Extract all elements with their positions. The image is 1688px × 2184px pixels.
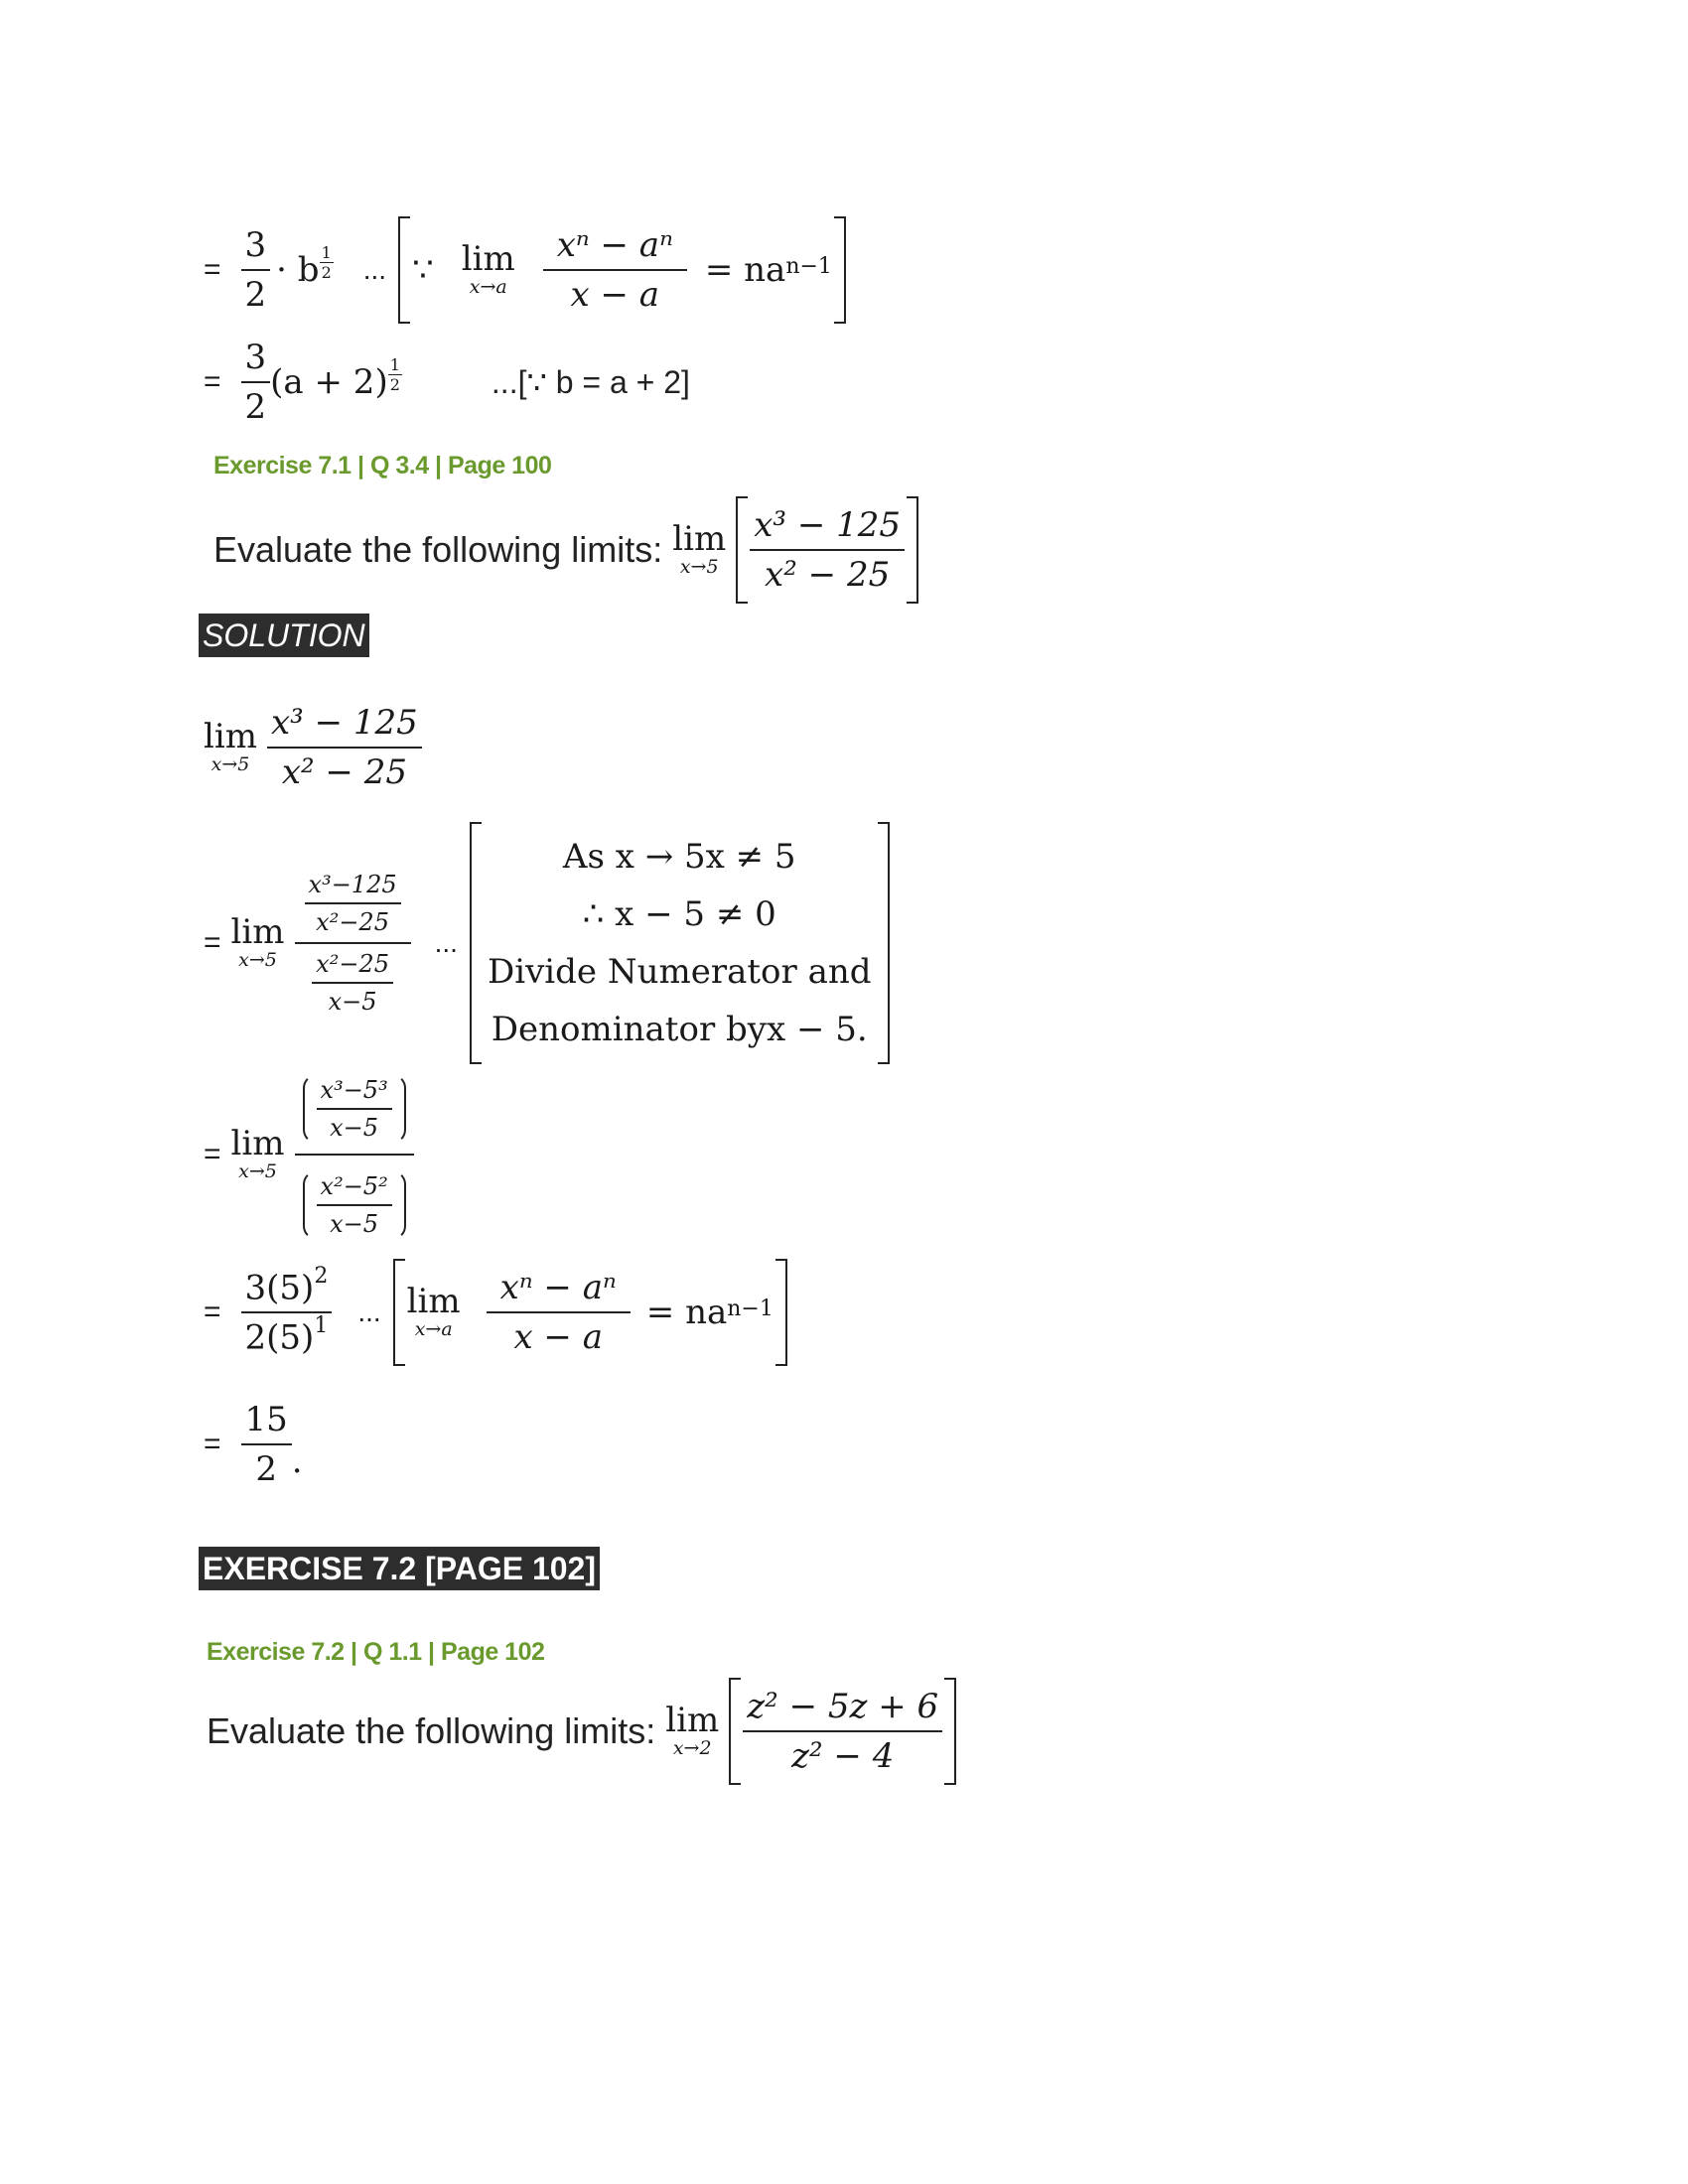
fraction: $\frac{3}{2}$: [241, 225, 271, 315]
ellipsis: ...: [362, 254, 387, 285]
reason-line: As x → 5x ≠ 5: [562, 837, 796, 877]
exponent-fraction: 1 2: [321, 242, 332, 282]
top-line-1: [204, 216, 846, 324]
fraction: $\frac{3}{2}$: [241, 338, 271, 427]
compound-fraction: [295, 871, 411, 1016]
rhs: = na: [645, 1293, 728, 1332]
exponent-fraction: 1 2: [389, 354, 400, 394]
fraction: $\frac{\text{x³ − 125}}{\text{x² − 25}}$: [750, 505, 905, 595]
fraction: $\frac{\text{xⁿ − aⁿ}}{x - a}$: [487, 1268, 631, 1357]
expression-bracket: [736, 496, 918, 604]
limit-operator: lim x→5: [204, 717, 257, 775]
solution-label: SOLUTION: [199, 614, 369, 657]
exercise-heading: EXERCISE 7.2 [PAGE 102]: [199, 1547, 600, 1590]
compound-fraction: [295, 1067, 414, 1242]
question-prompt: [213, 496, 918, 604]
question-reference: Exercise 7.1 | Q 3.4 | Page 100: [213, 452, 552, 479]
inner-fraction: $\frac{\text{x³−125}}{\text{x²−25}}$: [305, 871, 401, 936]
period: .: [291, 1441, 303, 1481]
solution-step-1: [204, 703, 422, 792]
exponent: n−1: [785, 253, 832, 279]
equals-sign: =: [204, 926, 221, 959]
reason-bracket: [398, 216, 846, 324]
limit-operator: lim x→5: [230, 912, 285, 971]
top-line-2: [204, 338, 690, 427]
solution-step-2: [204, 822, 890, 1064]
solution-step-3: [204, 1067, 414, 1242]
fraction: $\frac{\text{x³ − 125}}{\text{x² − 25}}$: [267, 703, 422, 792]
base: (a + 2): [270, 362, 388, 402]
term-b: · b: [276, 250, 320, 290]
equals-sign: =: [204, 365, 221, 398]
limit-operator: lim x→a: [406, 1282, 461, 1340]
reason-note: ...[∵ b = a + 2]: [491, 364, 690, 400]
fraction: $\frac{\text{xⁿ − aⁿ}}{x - a}$: [543, 225, 687, 315]
ellipsis: ...: [434, 927, 458, 958]
prompt-text: Evaluate the following limits:: [207, 1710, 656, 1751]
reason-bracket: [393, 1259, 787, 1366]
inner-fraction: $\frac{\text{x²−25}}{x-5}$: [312, 950, 393, 1016]
prompt-text: Evaluate the following limits:: [213, 529, 663, 570]
equals-sign: =: [204, 253, 221, 286]
limit-operator: lim x→5: [672, 519, 727, 578]
reason-line: Denominator byx − 5.: [491, 1010, 868, 1049]
parenthesis-group: [303, 1168, 406, 1242]
because-symbol: ∵: [412, 250, 434, 290]
limit-operator: lim x→a: [461, 239, 515, 298]
equals-sign: =: [204, 1296, 221, 1328]
ellipsis: ...: [357, 1297, 381, 1327]
limit-operator: lim x→5: [230, 1124, 285, 1182]
fraction: $\frac{15}{2}$: [241, 1400, 292, 1489]
equals-sign: =: [204, 1138, 221, 1170]
equals-sign: =: [204, 1428, 221, 1460]
reason-bracket: [470, 822, 890, 1064]
exponent: n−1: [727, 1296, 774, 1321]
rhs: = na: [704, 250, 786, 290]
fraction: $\frac{3(5)^2}{2(5)^1}$: [241, 1268, 333, 1358]
inner-fraction: $\frac{\text{x³−5³}}{x-5}$: [317, 1076, 392, 1142]
parenthesis-group: [303, 1072, 406, 1146]
reason-line: Divide Numerator and: [487, 952, 872, 992]
reason-line: ∴ x − 5 ≠ 0: [582, 894, 776, 934]
solution-step-4: [204, 1259, 787, 1366]
question-reference: Exercise 7.2 | Q 1.1 | Page 102: [207, 1638, 545, 1666]
question-prompt: [207, 1678, 956, 1785]
fraction: $\frac{\text{z² − 5z + 6}}{\text{z² − 4}}$: [743, 1687, 942, 1776]
expression-bracket: [729, 1678, 956, 1785]
inner-fraction: $\frac{\text{x²−5²}}{x-5}$: [317, 1172, 392, 1238]
reason-cases: [488, 828, 872, 1058]
limit-operator: lim x→2: [665, 1701, 720, 1759]
solution-step-5: [204, 1400, 303, 1489]
